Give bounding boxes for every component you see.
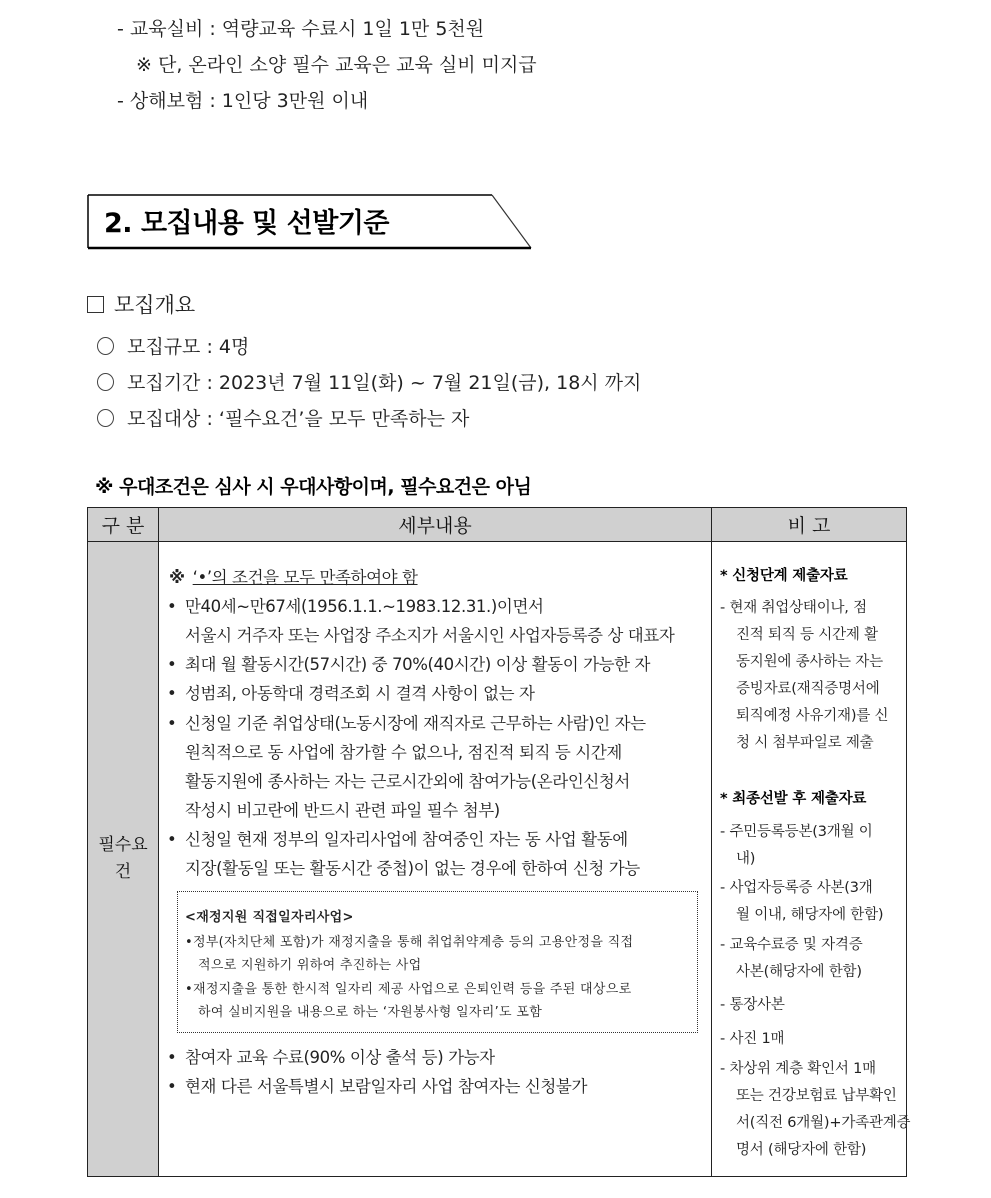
remark-line: 사본(해당자에 한함) xyxy=(736,964,862,980)
remark-line: - 차상위 계층 확인서 1매 xyxy=(720,1061,876,1077)
box-line: 적으로 지원하기 위하여 추진하는 사업 xyxy=(198,958,422,973)
detail-text: 만40세~만67세(1956.1.1.~1983.12.31.)이면서 xyxy=(185,597,544,616)
circle-bullet-icon xyxy=(97,337,114,355)
circle-bullet-icon xyxy=(97,409,114,427)
category-label-line1: 필수요 xyxy=(98,835,148,855)
detail-line xyxy=(167,651,650,675)
detail-text: 신청일 기준 취업상태(노동시장에 재직자로 근무하는 사람)인 자는 xyxy=(185,714,646,733)
section-heading-box xyxy=(87,194,532,248)
item-value: ‘필수요건’을 모두 만족하는 자 xyxy=(218,408,470,430)
insurance-line: - 상해보험 : 1인당 3만원 이내 xyxy=(117,90,369,112)
remark-line: 명서 (해당자에 한함) xyxy=(736,1142,867,1158)
bullet-dot-icon: • xyxy=(167,684,177,703)
detail-text: 최대 월 활동시간(57시간) 중 70%(40시간) 이상 활동이 가능한 자 xyxy=(185,655,651,674)
final-stage-title: * 최종선발 후 제출자료 xyxy=(720,791,867,807)
table-row xyxy=(88,542,907,1177)
bullet-dot-icon: • xyxy=(167,655,177,674)
header-category: 구 분 xyxy=(88,508,159,542)
remark-line: 청 시 첨부파일로 제출 xyxy=(736,735,874,751)
overview-item-period: 모집기간 : 2023년 7월 11일(화) ~ 7월 21일(금), 18시 까지 xyxy=(97,368,641,395)
remark-line: 서(직전 6개월)+가족관계증 xyxy=(736,1115,911,1131)
box-title: <재정지원 직접일자리사업> xyxy=(185,910,354,925)
detail-head xyxy=(169,564,418,588)
overview-title: 모집개요 xyxy=(114,293,196,317)
detail-line xyxy=(167,1044,495,1068)
bullet-dot-icon: • xyxy=(167,1077,177,1096)
item-value: 4명 xyxy=(218,336,250,358)
remark-line: - 통장사본 xyxy=(720,997,785,1013)
overview-heading xyxy=(87,289,195,319)
item-label: 모집대상 xyxy=(127,408,201,430)
box-line: •정부(자치단체 포함)가 재정지출을 통해 취업취약계층 등의 고용안정을 직접 xyxy=(185,935,634,950)
detail-text: 참여자 교육 수료(90% 이상 출석 등) 가능자 xyxy=(185,1048,495,1067)
detail-line: 서울시 거주자 또는 사업장 주소지가 서울시인 사업자등록증 상 대표자 xyxy=(185,626,675,645)
bullet-dot-icon: • xyxy=(167,830,177,849)
remark-line: 또는 건강보험료 납부확인 xyxy=(736,1088,897,1104)
detail-head-text: ‘•’의 조건을 모두 만족하여야 함 xyxy=(192,568,418,587)
bullet-dot-icon: • xyxy=(167,714,177,733)
remark-line: - 사진 1매 xyxy=(720,1031,785,1047)
detail-text: 성범죄, 아동학대 경력조회 시 결격 사항이 없는 자 xyxy=(185,684,535,703)
box-line: 하여 실비지원을 내용으로 하는 ‘자원봉사형 일자리’도 포함 xyxy=(198,1005,543,1020)
detail-line: 지장(활동일 또는 활동시간 중첩)이 없는 경우에 한하여 신청 가능 xyxy=(185,859,640,878)
expense-note-line: ※ 단, 온라인 소양 필수 교육은 교육 실비 미지급 xyxy=(136,54,537,76)
header-remark: 비 고 xyxy=(712,508,907,542)
detail-line: 작성시 비고란에 반드시 관련 파일 필수 첨부) xyxy=(185,801,500,820)
requirements-table xyxy=(87,507,911,1177)
remark-line: 진적 퇴직 등 시간제 활 xyxy=(736,627,878,643)
table-header-row xyxy=(88,508,907,542)
bullet-dot-icon: • xyxy=(167,1048,177,1067)
item-label: 모집기간 xyxy=(127,372,201,394)
remark-line: - 교육수료증 및 자격증 xyxy=(720,937,863,953)
remark-cell xyxy=(712,542,911,1177)
remark-line: 증빙자료(재직증명서에 xyxy=(736,681,880,697)
reference-mark-icon: ※ xyxy=(169,568,185,587)
remark-line: - 현재 취업상태이나, 점 xyxy=(720,600,867,616)
detail-text: 신청일 현재 정부의 일자리사업에 참여중인 자는 동 사업 활동에 xyxy=(185,830,628,849)
section-title: 2. 모집내용 및 선발기준 xyxy=(104,208,389,239)
remark-line: - 주민등록등본(3개월 이 xyxy=(720,824,873,840)
apply-stage-title: * 신청단계 제출자료 xyxy=(720,568,848,584)
remark-line: 내) xyxy=(736,851,756,867)
detail-line xyxy=(167,710,646,734)
preference-note: ※ 우대조건은 심사 시 우대사항이며, 필수요건은 아님 xyxy=(95,476,532,498)
circle-bullet-icon xyxy=(97,373,114,391)
square-bullet-icon xyxy=(87,296,104,313)
header-detail: 세부내용 xyxy=(159,508,712,542)
detail-line xyxy=(167,1073,587,1097)
remark-line: 동지원에 종사하는 자는 xyxy=(736,654,883,670)
detail-line xyxy=(167,680,535,704)
item-label: 모집규모 xyxy=(127,336,201,358)
detail-line xyxy=(167,593,544,617)
category-cell xyxy=(88,542,159,1177)
item-value: 2023년 7월 11일(화) ~ 7월 21일(금), 18시 까지 xyxy=(218,372,642,394)
category-label-line2: 건 xyxy=(114,862,132,882)
expense-line: - 교육실비 : 역량교육 수료시 1일 1만 5천원 xyxy=(117,18,485,40)
overview-item-size: 모집규모 : 4명 xyxy=(97,332,249,359)
overview-item-target: 모집대상 : ‘필수요건’을 모두 만족하는 자 xyxy=(97,404,469,431)
detail-line: 원칙적으로 동 사업에 참가할 수 없으나, 점진적 퇴직 등 시간제 xyxy=(185,743,622,762)
remark-line: - 사업자등록증 사본(3개 xyxy=(720,880,873,896)
direct-job-program-box xyxy=(177,891,698,1033)
detail-cell xyxy=(159,542,712,1177)
detail-text: 현재 다른 서울특별시 보람일자리 사업 참여자는 신청불가 xyxy=(185,1077,588,1096)
remark-line: 월 이내, 해당자에 한함) xyxy=(736,907,884,923)
bullet-dot-icon: • xyxy=(167,597,177,616)
box-line: •재정지출을 통한 한시적 일자리 제공 사업으로 은퇴인력 등을 주된 대상으로 xyxy=(185,982,632,997)
detail-line: 활동지원에 종사하는 자는 근로시간외에 참여가능(온라인신청서 xyxy=(185,772,630,791)
detail-line xyxy=(167,826,628,850)
remark-line: 퇴직예정 사유기재)를 신 xyxy=(736,708,889,724)
